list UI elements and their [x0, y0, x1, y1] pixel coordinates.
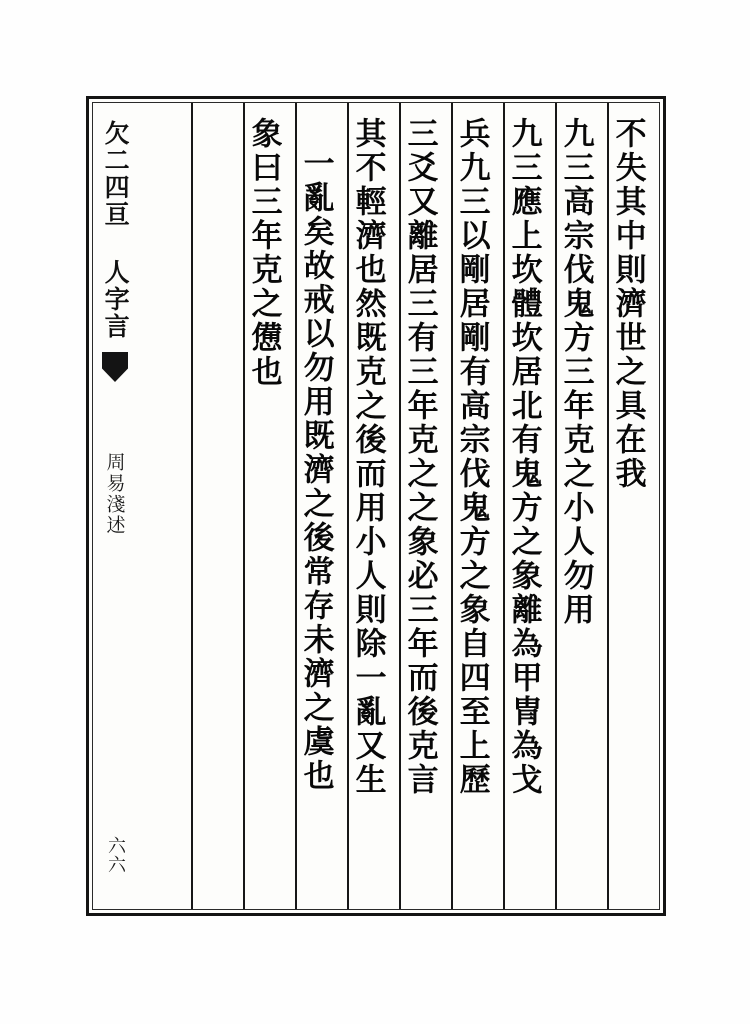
text-column-3: [503, 103, 555, 909]
text-column-8: [243, 103, 295, 909]
text-column-5: [399, 103, 451, 909]
text-column-6: [347, 103, 399, 909]
text-column-blank-2: [139, 103, 191, 909]
banxin-page-number: 六六: [105, 836, 126, 874]
column-text: 兵九三以剛居剛有高宗伐鬼方之象自四至上歷: [453, 117, 490, 797]
text-column-4: [451, 103, 503, 909]
vertical-columns: [93, 103, 659, 909]
column-text: 九三應上坎體坎居北有鬼方之象離為甲冑為戈: [505, 117, 542, 797]
fish-tail-mark: [102, 352, 128, 382]
column-text: 一亂矣故戒以勿用既濟之後常存未濟之虞也: [297, 147, 334, 793]
column-text: 象曰三年克之憊也: [245, 117, 282, 389]
banxin-center-strip: [92, 104, 138, 908]
column-text: 其不輕濟也然既克之後而用小人則除一亂又生: [349, 117, 386, 797]
text-block-frame: [86, 96, 666, 916]
text-column-1: [607, 103, 659, 909]
column-text: 九三高宗伐鬼方三年克之小人勿用: [557, 117, 594, 627]
banxin-header-text: 欠二四亘 人字言: [101, 120, 131, 340]
banxin-book-title: 周易淺述: [103, 452, 126, 536]
column-text: 不失其中則濟世之具在我: [609, 117, 646, 491]
column-text: 三爻又離居三有三年克之之象必三年而後克言: [401, 117, 438, 797]
text-column-2: [555, 103, 607, 909]
text-column-7: [295, 103, 347, 909]
text-column-blank-1: [191, 103, 243, 909]
